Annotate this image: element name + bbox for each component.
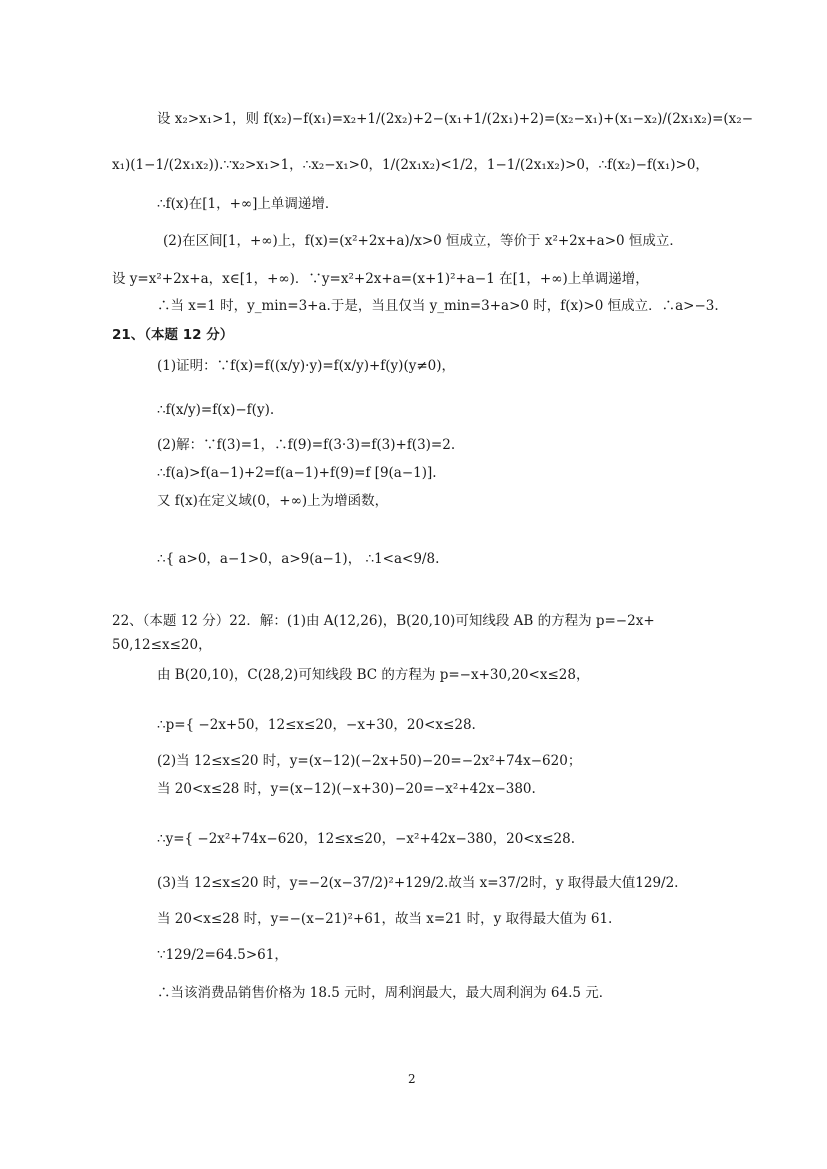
text-line: ∴f(x)在[1，+∞]上单调递增． xyxy=(157,196,339,212)
text-line: 由 B(20,10)，C(28,2)可知线段 BC 的方程为 p=−x+30,20<x≤28， xyxy=(157,667,590,683)
text-line: 设 x₂>x₁>1，则 f(x₂)−f(x₁)=x₂+1/(2x₂)+2−(x₁+1/(2x₁)+2)=(x₂−x₁)+(x₁−x₂)/(2x₁x₂)=(x₂− xyxy=(157,111,754,127)
text-line: (2)在区间[1，+∞)上，f(x)=(x²+2x+a)/x>0 恒成立，等价于 x²+2x+a>0 恒成立． xyxy=(163,233,683,249)
text-line: ∵129/2=64.5>61， xyxy=(157,947,288,963)
text-line: 50,12≤x≤20， xyxy=(112,637,212,653)
text-line: 又 f(x)在定义域(0，+∞)上为增函数， xyxy=(157,493,389,509)
text-line: ∴当 x=1 时，y_min=3+a.于是，当且仅当 y_min=3+a>0 时，f(x)>0 恒成立．∴a>−3. xyxy=(157,298,719,314)
text-line: 设 y=x²+2x+a，x∈[1，+∞)．∵y=x²+2x+a=(x+1)²+a−1 在[1，+∞)上单调递增， xyxy=(112,271,649,287)
text-line: ∴f(x/y)=f(x)−f(y). xyxy=(157,402,275,418)
text-line: (2)解：∵f(3)=1，∴f(9)=f(3·3)=f(3)+f(3)=2. xyxy=(157,437,456,453)
text-line: ∴当该消费品销售价格为 18.5 元时，周利润最大，最大周利润为 64.5 元． xyxy=(157,985,613,1001)
text-line: ∴{ a>0，a−1>0，a>9(a−1)， ∴1<a<9/8. xyxy=(157,551,440,567)
text-line: ∴f(a)>f(a−1)+2=f(a−1)+f(9)=f [9(a−1)]. xyxy=(157,465,437,481)
text-line: x₁)(1−1/(2x₁x₂)).∵x₂>x₁>1，∴x₂−x₁>0，1/(2x₁x₂)<1/2，1−1/(2x₁x₂)>0，∴f(x₂)−f(x₁)>0， xyxy=(112,157,709,173)
text-line: 当 20<x≤28 时，y=−(x−21)²+61，故当 x=21 时，y 取得最大值为 61. xyxy=(157,911,613,927)
text-line: ∴y={ −2x²+74x−620，12≤x≤20，−x²+42x−380，20<x≤28. xyxy=(157,831,576,847)
text-line: (2)当 12≤x≤20 时，y=(x−12)(−2x+50)−20=−2x²+74x−620； xyxy=(157,753,582,769)
text-line: ∴p={ −2x+50，12≤x≤20，−x+30，20<x≤28. xyxy=(157,717,476,733)
text-line: (3)当 12≤x≤20 时，y=−2(x−37/2)²+129/2.故当 x=37/2时，y 取得最大值129/2. xyxy=(157,875,679,891)
text-line: (1)证明：∵f(x)=f((x/y)·y)=f(x/y)+f(y)(y≠0)， xyxy=(157,358,456,374)
page-number: 2 xyxy=(408,1072,416,1086)
section-heading: 21、（本题 12 分） xyxy=(112,327,234,343)
text-line: 当 20<x≤28 时，y=(x−12)(−x+30)−20=−x²+42x−380. xyxy=(157,781,536,797)
section-heading: 22、（本题 12 分）22．解：(1)由 A(12,26)，B(20,10)可知线段 AB 的方程为 p=−2x+ xyxy=(112,613,655,629)
